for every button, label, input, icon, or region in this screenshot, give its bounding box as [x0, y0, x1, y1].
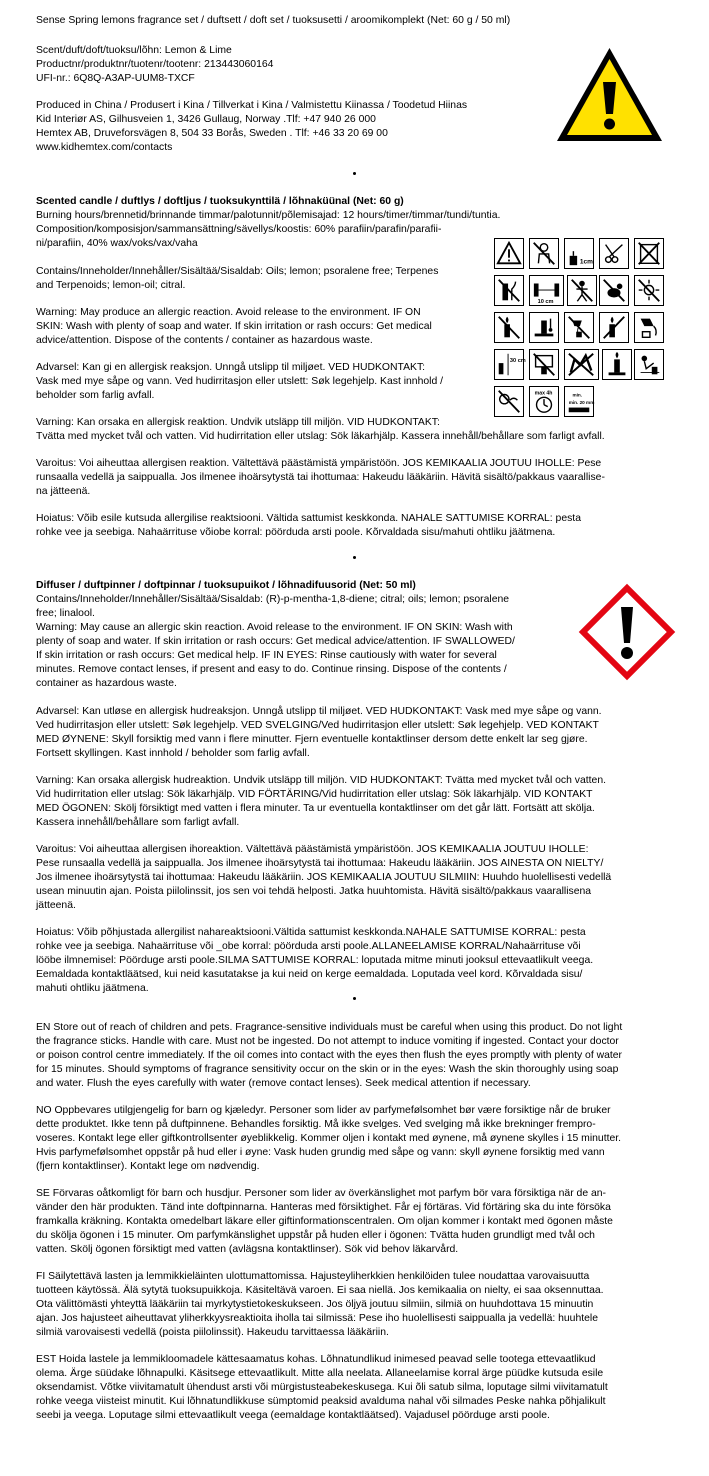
- separator-dot: [353, 997, 356, 1000]
- separator-dot: [353, 556, 356, 559]
- no-liquid-pour-icon: [634, 312, 664, 343]
- diffuser-fi: Varoitus: Voi aiheuttaa allergisen ihoreaktion. Vältettävä päästämistä ympäristöön. JOS KEMIKAALIA JOUTUU IHOLLE:: [36, 844, 589, 855]
- no-children-icon: [529, 238, 559, 269]
- diffuser-no: Fortsett skyllingen. Kast innhold / beholder som farlig avfall.: [36, 748, 310, 759]
- general-no: Hvis parfymefølsomhet oppstår på hud eller i øyne: Vask huden grundig med såpe og vann: skyll øynene forsiktig med vann: [36, 1147, 605, 1158]
- picto-label-min20: min. 20 mm: [568, 399, 595, 405]
- no-unattended-icon: [567, 275, 597, 306]
- no-sleeping-icon: [599, 312, 629, 343]
- diffuser-no: MED ØYNENE: Skyll forsiktig med vann i flere minutter. Fjern eventuelle kontaktlinser dersom dette enkelt lar seg gjøre.: [36, 734, 588, 745]
- diffuser-ee: mahuti ohtliku jäätmena.: [36, 983, 149, 994]
- diffuser-ee: rohke vee ja seebiga. Nahaärrituse või _obe korral: pöörduda arsti poole.ALLANEELAMISE KORRAL/Nahaärrituse või: [36, 941, 581, 952]
- min-wax-remaining-icon: [564, 386, 594, 417]
- diffuser-intro: Contains/Inneholder/Innehåller/Sisältää/Sisaldab: (R)-p-mentha-1,8-diene; citral; oils; lemon; psoralene: [36, 594, 510, 605]
- kid-address: Kid Interiør AS, Gilhusveien 1, 3426 Gullaug, Norway .Tlf: +47 940 26 000: [36, 114, 376, 125]
- trim-wick-icon: [564, 238, 594, 269]
- general-en: or poison control centre immediately. If the oil comes into contact with the eyes then flush the eyes promptly with plenty of water: [36, 1050, 623, 1061]
- general-en: EN Store out of reach of children and pets. Fragrance-sensitive individuals must be careful when using this product. Do not light: [36, 1022, 623, 1033]
- separator-dot: [353, 172, 356, 175]
- general-ee: olema. Ärge süüdake lõhnapulki. Käsitsege ettevaatlikult. Mitte alla neelata. Allaneelamise korral ärge püüdke kutsuda esile: [36, 1368, 604, 1379]
- general-se: vänder den här produkten. Tänd inte doftpinnarna. Hanteras med försiktighet. Får ej förtäras. Vid förtäring ska du inte försöka: [36, 1202, 611, 1213]
- diffuser-se: Varning: Kan orsaka allergisk hudreaktion. Undvik utsläpp till miljön. VID HUDKONTAKT: Tvätta med mycket tvål och vatten.: [36, 775, 606, 786]
- diffuser-fi: jätteenä.: [36, 900, 76, 911]
- scent-line: Scent/duft/doft/tuoksu/lõhn: Lemon & Lime: [36, 45, 232, 56]
- candle-warning-ee: rohke vee ja seebiga. Nahaärrituse võiobe korral: pöörduda arsti poole. Kõrvaldada sisu/mahuti ohtliku jäätmena.: [36, 527, 556, 538]
- general-ee: seebi ja veega. Loputage silmi ettevaatlikult veega (eemaldage kontaktläätsed). Vajadusel pöörduge arsti poole.: [36, 1410, 550, 1421]
- general-fi: FI Säilytettävä lasten ja lemmikkieläinten ulottumattomissa. Hajusteyliherkkien henkilöiden tulee noudattaa varovaisuutta: [36, 1271, 590, 1282]
- diffuser-intro: minutes. Remove contact lenses, if present and easy to do. Continue rinsing. Dispose of the contents /: [36, 664, 507, 675]
- candle-line: ni/parafiin, 40% wax/voks/vax/vaha: [36, 238, 198, 249]
- diffuser-ee: Eemaldada kontaktläätsed, kui neid kasutatakse ja kui neid on kerge eemaldada. Loputada veel kord. Kõrvaldada sisu/: [36, 969, 583, 980]
- general-fi: tuotteen käytössä. Älä sytytä tuoksupuikkoja. Käsiteltävä varoen. Ei saa niellä. Jos kemikaalia on nielty, ei saa oksennuttaa.: [36, 1285, 604, 1296]
- diffuser-no: Ved hudirritasjon eller utslett: Søk legehjelp. VED SVELGING/Ved hudirritasjon eller utslett: Søk legehjelp. VED KONTAKT: [36, 720, 599, 731]
- diffuser-fi: Jos ilmenee ihoärsytystä tai ihottumaa: Hakeudu lääkäriin. JOS KEMIKAALIA JOUTUU SILMIIN: Huuhdo huolellisesti vedellä: [36, 872, 612, 883]
- diffuser-se: Vid hudirritation eller utslag: Sök läkarhjälp. VID FÖRTÄRING/Vid hudirritation eller utslag: Sök läkarhjälp. VID KONTAKT: [36, 789, 593, 800]
- diffuser-title: Diffuser / duftpinner / doftpinnar / tuoksupuikot / lõhnadifuusorid (Net: 50 ml): [36, 580, 416, 591]
- distance-between-candles-icon: [529, 275, 564, 306]
- candle-contains: and Terpenoids; lemon-oil; citral.: [36, 280, 186, 291]
- product-number: Productnr/produktnr/tuotenr/tootenr: 213443060164: [36, 59, 274, 70]
- candle-line: Burning hours/brennetid/brinnande timmar/palotunnit/põlemisajad: 12 hours/timer/timmar/tundi/tuntia.: [36, 210, 501, 221]
- no-water-extinguish-icon: [564, 312, 594, 343]
- candle-title: Scented candle / duftlys / doftljus / tuoksukynttilä / lõhnaküünal (Net: 60 g): [36, 196, 404, 207]
- general-se: framkalla kräkning. Kontakta omedelbart läkare eller giftinformationscentralen. Om oljan kommer i kontakt med ögonen måste: [36, 1216, 613, 1227]
- diffuser-intro: plenty of soap and water. If skin irritation or rash occurs: Get medical advice/attention. IF SWALLOWED/: [36, 636, 515, 647]
- warning-triangle-icon: [494, 238, 524, 269]
- diffuser-intro: If skin irritation or rash occurs: Get medical help. IF IN EYES: Rinse cautiously with water for several: [36, 650, 497, 661]
- picto-label-10cm: 10 cm: [537, 299, 554, 306]
- candle-warning-se: Varning: Kan orsaka en allergisk reaktion. Undvik utsläpp till miljön. VID HUDKONTAKT:: [36, 417, 440, 428]
- general-ee: EST Hoida lastele ja lemmikloomadele kättesaamatus kohas. Lõhnatundlikud inimesed peavad selle tootega ettevaatlikud: [36, 1354, 596, 1365]
- diffuser-no: Advarsel: Kan utløse en allergisk hudreaksjon. Unngå utslipp til miljøet. VED HUDKONTAKT: Vask med mye såpe og vann.: [36, 706, 602, 717]
- min-distance-icon: [494, 349, 524, 380]
- candle-warning-no: Vask med mye såpe og vann. Ved hudirritasjon eller utslett: Søk legehjelp. Kast innhold /: [36, 376, 443, 387]
- ufi-number: UFI-nr.: 6Q8Q-A3AP-UUM8-TXCF: [36, 73, 195, 84]
- diffuser-intro: Warning: May cause an allergic skin reaction. Avoid release to the environment. IF ON SKIN: Wash with: [36, 622, 513, 633]
- general-se: vatten. Skölj ögonen försiktigt med vatten (avlägsna kontaktlinser). Sök vid behov läkarvård.: [36, 1244, 459, 1255]
- diffuser-se: MED ÖGONEN: Skölj försiktigt med vatten i flera minuter. Ta ur eventuella kontaktlinser om det går lätt. Fortsätt att skölja.: [36, 803, 595, 814]
- exclamation-warning-icon: [553, 44, 666, 145]
- general-en: for 15 minutes. Should symptoms of fragrance sensitivity occur on the skin or in the eyes: Wash the skin thoroughly using soap: [36, 1064, 619, 1075]
- picto-label-30cm: 30 cm: [509, 358, 526, 365]
- ghs-exclamation-pictogram: [580, 585, 674, 679]
- candle-warning-no: Advarsel: Kan gi en allergisk reaksjon. Unngå utslipp til miljøet. VED HUDKONTAKT:: [36, 362, 426, 373]
- product-title: Sense Spring lemons fragrance set / duftsett / doft set / tuoksusetti / aroomikomplekt (Net: 60 g / 50 ml): [36, 15, 511, 26]
- general-ee: rohke veega viisteist minutit. Kui lõhnatundlikkuse sümptomid peaksid avalduma nahal või silmades Peske nahka põhjalikult: [36, 1396, 606, 1407]
- heat-resistant-surface-icon: [529, 312, 559, 343]
- candle-on-holder-icon: [602, 349, 632, 380]
- general-en: the fragrance sticks. Handle with care. Must not be ingested. Do not attempt to induce vomiting if ingested. Contact your doctor: [36, 1036, 619, 1047]
- diffuser-se: Kassera innehåll/behållare som farligt avfall.: [36, 817, 240, 828]
- diffuser-fi: Pese runsaalla vedellä ja saippualla. Jos ilmenee ihoärsytystä tai ihottumaa: Hakeudu lääkäriin. JOS AINESTA ON NIELTY/: [36, 858, 604, 869]
- no-draft-icon: [634, 238, 664, 269]
- diffuser-intro: free; linalool.: [36, 608, 95, 619]
- general-no: (fjern kontaktlinser). Kontakt lege om nødvendig.: [36, 1161, 260, 1172]
- candle-warning-fi: Varoitus: Voi aiheuttaa allergisen reaktion. Vältettävä päästämistä ympäristöön. JOS KEMIKAALIA JOUTUU IHOLLE: Pese: [36, 458, 602, 469]
- general-no: NO Oppbevares utilgjengelig for barn og kjæledyr. Personer som lider av parfymefølsomhet bør være forsiktige når de bruker: [36, 1105, 611, 1116]
- diffuser-intro: container as hazardous waste.: [36, 678, 177, 689]
- diffuser-ee: Hoiatus: Võib põhjustada allergilist nahareaktsiooni.Vältida sattumist keskkonda.NAHALE SATTUMISE KORRAL: pesta: [36, 927, 586, 938]
- candle-warning-ee: Hoiatus: Võib esile kutsuda allergilise reaktsiooni. Vältida sattumist keskkonda. NAHALE SATTUMISE KORRAL: pesta: [36, 513, 581, 524]
- no-touch-hot-icon: [564, 349, 599, 380]
- candle-line: Composition/komposisjon/sammansättning/sävellys/koostis: 60% parafiin/parafin/parafii-: [36, 224, 442, 235]
- general-no: dette produktet. Ikke tenn på duftpinnene. Behandles forsiktig. Må ikke svelges. Ved svelging må ikke brekninger frempro-: [36, 1119, 596, 1130]
- extinguish-snuffer-icon: [634, 349, 664, 380]
- general-en: and water. Flush the eyes carefully with water (remove contact lenses). Seek medical attention if necessary.: [36, 1078, 531, 1089]
- general-fi: silmiä varovaisesti vedellä (poista piilolinssit). Hakeudu tarvittaessa lääkäriin.: [36, 1327, 389, 1338]
- candle-warning-fi: na jätteenä.: [36, 486, 91, 497]
- candle-warning-se: Tvätta med mycket tvål och vatten. Vid hudirritation eller utslag: Sök läkarhjälp. Kassera innehåll/behållare som farligt avfall.: [36, 431, 605, 442]
- general-fi: ajan. Jos hajusteet aiheuttavat yliherkkyysreaktioita iholla tai silmissä: Pese iho huolellisesti saippualla ja vedellä: huuhtele: [36, 1313, 598, 1324]
- candle-warning-fi: runsaalla vedellä ja saippualla. Jos ilmenee ihoärsytystä tai ihottumaa: Hakeudu lääkäriin. Hävitä sisältö/pakkaus vaarallise-: [36, 472, 605, 483]
- general-no: voseres. Kontakt lege eller giftkontrollsenter øyeblikkelig. Kommer oljen i kontakt med øynene, må øynene skylles i 15 minutter.: [36, 1133, 622, 1144]
- website: www.kidhemtex.com/contacts: [36, 142, 173, 153]
- candle-warning-no: beholder som farlig avfall.: [36, 390, 155, 401]
- no-flammable-near-icon: [494, 275, 524, 306]
- hemtex-address: Hemtex AB, Druveforsvägen 8, 504 33 Borås, Sweden . Tlf: +46 33 20 69 00: [36, 128, 388, 139]
- no-inhale-smoke-icon: [494, 386, 524, 417]
- picto-label-1cm: 1cm: [579, 258, 593, 266]
- candle-warning-en: Warning: May produce an allergic reaction. Avoid release to the environment. IF ON: [36, 307, 421, 318]
- no-pets-icon: [599, 275, 629, 306]
- max-burn-time-clock-icon: [529, 386, 559, 417]
- produced-in: Produced in China / Produsert i Kina / Tillverkat i Kina / Valmistettu Kiinassa / Toodetud Hiinas: [36, 100, 468, 111]
- general-se: SE Förvaras oåtkomligt för barn och husdjur. Personer som lider av överkänslighet mot parfym bör vara försiktiga när de an-: [36, 1188, 607, 1199]
- candle-warning-en: advice/attention. Dispose of the contents / container as hazardous waste.: [36, 335, 373, 346]
- candle-warning-en: SKIN: Wash with plenty of soap and water. If skin irritation or rash occurs: Get medical: [36, 321, 432, 332]
- general-ee: oksendamist. Võtke viivitamatult ühendust arsti või mürgistusteabekeskusega. Kui õli satub silma, loputage silmi viivitamatult: [36, 1382, 608, 1393]
- no-flammable-surface-icon: [529, 349, 559, 380]
- no-heat-source-icon: [634, 275, 664, 306]
- diffuser-ee: lööbe ilmnemisel: Pöörduge arsti poole.SILMA SATTUMISE KORRAL: loputada mitme minuti jooksul ettevaatlikult veega.: [36, 955, 594, 966]
- scissors-icon: [599, 238, 629, 269]
- diffuser-fi: usean minuutin ajan. Poista piilolinssit, jos sen voi tehdä helposti. Jatka huuhtomista. Hävitä sisältö/pakkaus vaarallisena: [36, 886, 592, 897]
- general-se: du skölja ögonen i 15 minuter. Om parfymkänslighet uppstår på huden eller i ögonen: Tvätta huden grundligt med tvål och: [36, 1230, 595, 1241]
- no-moving-lit-candle-icon: [494, 312, 524, 343]
- candle-contains: Contains/Inneholder/Innehåller/Sisältää/Sisaldab: Oils; lemon; psoralene free; Terpenes: [36, 266, 439, 277]
- picto-label-max4h: max 4h: [534, 390, 553, 397]
- svg-text:min.: min.: [572, 392, 583, 398]
- general-fi: Ota välittömästi yhteyttä lääkäriin tai myrkytystietokeskukseen. Jos öljyä joutuu silmiin, silmiä on huuhdottava 15 minuutin: [36, 1299, 594, 1310]
